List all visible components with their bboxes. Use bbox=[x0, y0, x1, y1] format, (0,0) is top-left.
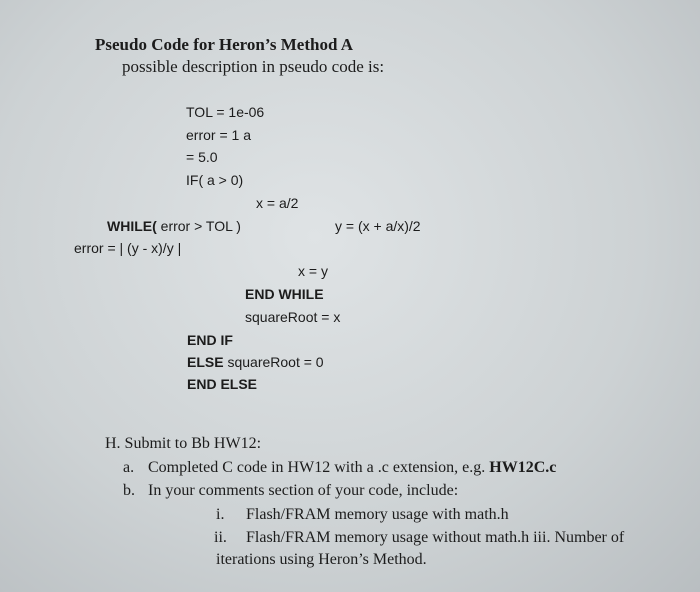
code-a-value: = 5.0 bbox=[186, 149, 218, 165]
code-end-while: END WHILE bbox=[245, 286, 324, 302]
code-while-condition: error > TOL ) bbox=[156, 218, 241, 234]
item-i-text: Flash/FRAM memory usage with math.h bbox=[246, 506, 509, 523]
item-iii-continuation: iterations using Heron’s Method. bbox=[216, 551, 427, 568]
code-if: IF( a > 0) bbox=[186, 172, 244, 188]
item-ii-marker: ii. bbox=[214, 529, 227, 546]
code-y-assign: y = (x + a/x)/2 bbox=[335, 218, 421, 234]
document-title: Pseudo Code for Heron’s Method A bbox=[95, 35, 353, 54]
intro-text: possible description in pseudo code is: bbox=[122, 57, 385, 76]
code-x-assign: x = a/2 bbox=[256, 195, 299, 211]
item-a-filename: HW12C.c bbox=[489, 459, 557, 476]
item-a-marker: a. bbox=[123, 459, 135, 476]
code-end-if: END IF bbox=[187, 332, 233, 348]
code-else-rest: squareRoot = 0 bbox=[223, 354, 324, 370]
item-b-text: In your comments section of your code, include: bbox=[148, 482, 459, 499]
code-square-root: squareRoot = x bbox=[245, 309, 341, 325]
item-i-marker: i. bbox=[216, 506, 225, 523]
item-a-description: Completed C code in HW12 with a .c extension, e.g. bbox=[148, 459, 486, 476]
code-error-init: error = 1 a bbox=[186, 127, 251, 143]
code-x-update: x = y bbox=[298, 263, 328, 279]
code-error-update: error = | (y - x)/y | bbox=[74, 240, 182, 256]
code-while bbox=[107, 219, 241, 233]
item-b-marker: b. bbox=[123, 482, 135, 499]
item-ii-text: Flash/FRAM memory usage without math.h iii. Number of bbox=[246, 529, 625, 546]
submit-heading: H. Submit to Bb HW12: bbox=[105, 435, 262, 452]
code-tol: TOL = 1e-06 bbox=[186, 104, 265, 120]
code-end-else: END ELSE bbox=[187, 376, 258, 392]
code-else-keyword: ELSE bbox=[187, 354, 224, 370]
item-a-text bbox=[148, 460, 556, 476]
code-while-keyword: WHILE( bbox=[107, 218, 157, 234]
code-else bbox=[187, 355, 324, 369]
